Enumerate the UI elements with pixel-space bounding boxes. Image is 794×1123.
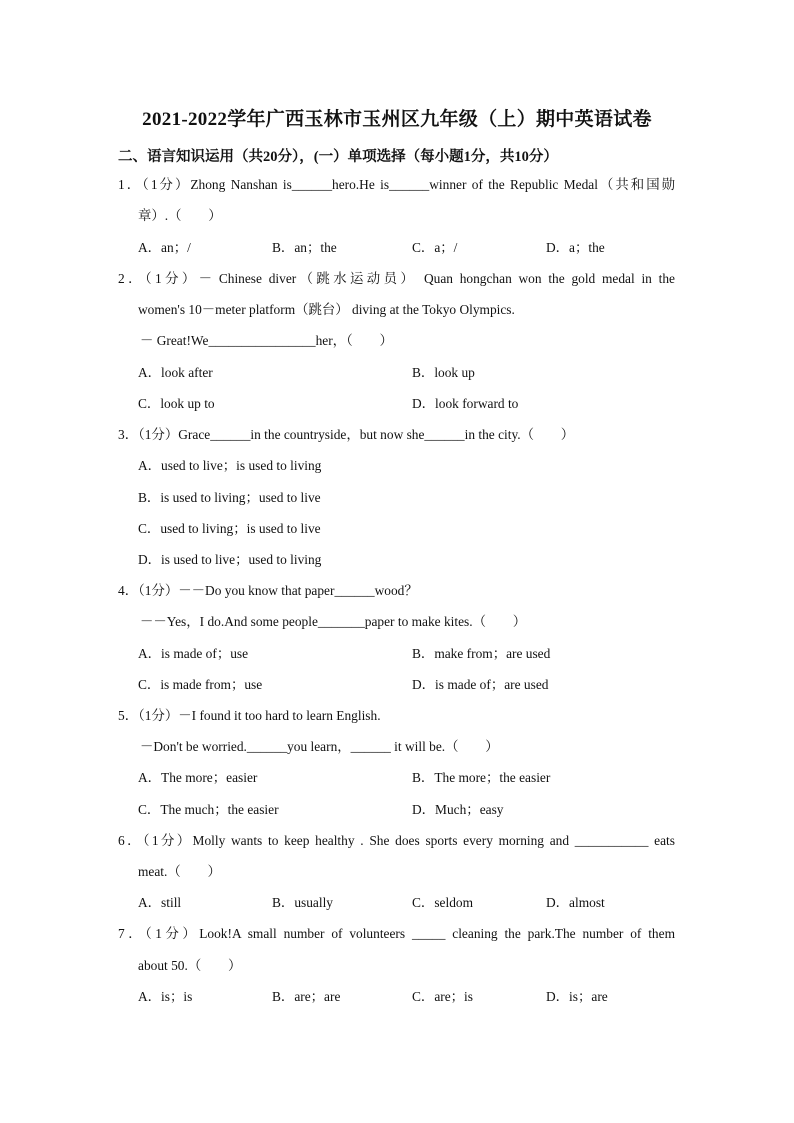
question-4-option-c: C．is made from；use <box>138 677 263 692</box>
question-6-line-2: meat.（ ） <box>138 864 221 879</box>
question-7-option-c: C．are；is <box>412 989 473 1004</box>
question-5-option-b: B．The more；the easier <box>412 770 551 785</box>
question-5-line-2: －Don't be worried.______you learn，______ it will be.（ ） <box>140 739 499 754</box>
question-5-line-1: 5．（1分）－I found it too hard to learn English. <box>118 708 381 723</box>
question-3-option-c: C．used to living；is used to live <box>138 521 321 536</box>
question-4-option-a: A．is made of；use <box>138 646 249 661</box>
question-6-option-a: A．still <box>138 895 182 910</box>
question-2-line-3: － Great!We________________her，（ ） <box>140 333 393 348</box>
question-1-option-d: D．a；the <box>546 240 605 255</box>
question-5-option-d: D．Much；easy <box>412 802 504 817</box>
question-4-option-b: B．make from；are used <box>412 646 551 661</box>
question-2-option-a: A．look after <box>138 365 213 380</box>
question-1-option-b: B．an；the <box>272 240 337 255</box>
question-2-option-c: C．look up to <box>138 396 215 411</box>
question-6-option-c: C．seldom <box>412 895 474 910</box>
question-3-option-a: A．used to live；is used to living <box>138 458 322 473</box>
question-6-line-1: 6．（1分）Molly wants to keep healthy . She does sports every morning and ___________ eats <box>118 833 675 848</box>
question-3-option-b: B．is used to living；used to live <box>138 490 321 505</box>
question-6-option-d: D．almost <box>546 895 605 910</box>
question-2-option-d: D．look forward to <box>412 396 519 411</box>
page-title: 2021-2022学年广西玉林市玉州区九年级（上）期中英语试卷 <box>142 109 652 130</box>
question-7-option-d: D．is；are <box>546 989 608 1004</box>
question-7-option-b: B．are；are <box>272 989 341 1004</box>
question-6-option-b: B．usually <box>272 895 334 910</box>
question-2-line-1: 2．（1分）－ Chinese diver（跳水运动员） Quan hongchan won the gold medal in the <box>118 271 675 286</box>
question-1-line-2: 章）.（ ） <box>138 208 222 223</box>
question-2-option-b: B．look up <box>412 365 475 380</box>
question-7-option-a: A．is；is <box>138 989 193 1004</box>
question-5-option-c: C．The much；the easier <box>138 802 279 817</box>
question-4-option-d: D．is made of；are used <box>412 677 549 692</box>
question-3-option-d: D．is used to live；used to living <box>138 552 322 567</box>
question-7-line-1: 7．（1分）Look!A small number of volunteers _____ cleaning the park.The number of them <box>118 926 675 941</box>
question-1-option-c: C．a；/ <box>412 240 458 255</box>
question-1-option-a: A．an；/ <box>138 240 191 255</box>
question-4-line-2: －－Yes，I do.And some people_______paper to make kites.（ ） <box>140 614 527 629</box>
question-7-line-2: about 50.（ ） <box>138 958 242 973</box>
question-3-line-1: 3．（1分）Grace______in the countryside，but now she______in the city.（ ） <box>118 427 575 442</box>
question-2-line-2: women's 10－meter platform（跳台） diving at the Tokyo Olympics. <box>138 302 515 317</box>
section-heading: 二、语言知识运用（共20分），(一）单项选择（每小题1分，共10分） <box>118 149 558 165</box>
question-4-line-1: 4．（1分）－－Do you know that paper______wood？ <box>118 583 418 598</box>
question-1-line-1: 1．（1分）Zhong Nanshan is______hero.He is______winner of the Republic Medal（共和国勋 <box>118 177 675 192</box>
question-5-option-a: A．The more；easier <box>138 770 258 785</box>
